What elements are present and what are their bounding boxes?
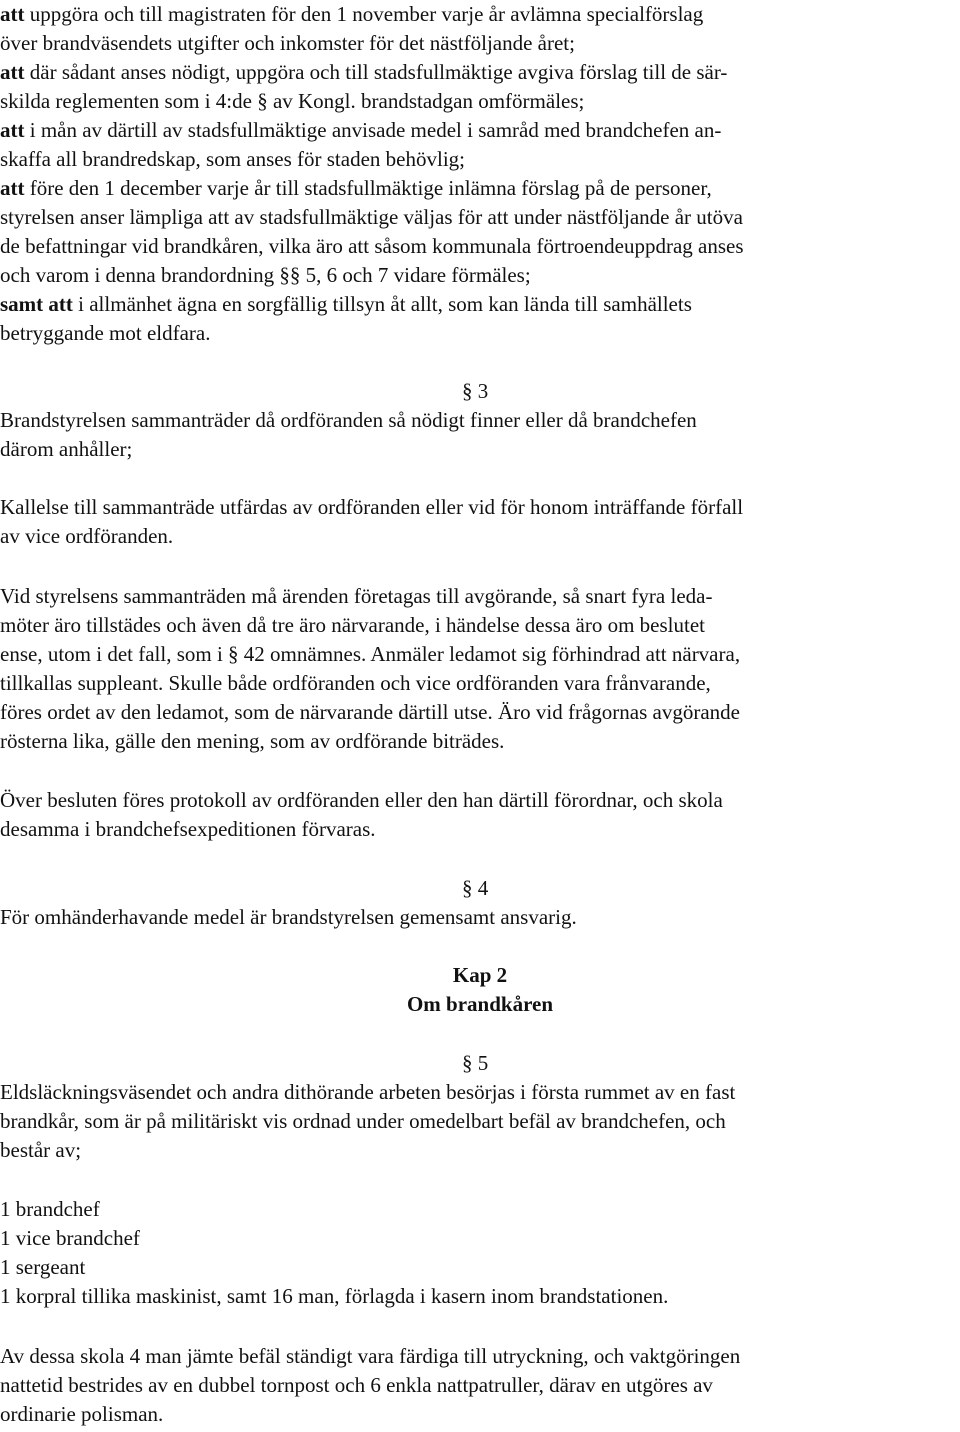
duty-line: skilda reglementen som i 4:de § av Kongl. brandstadgan omförmäles;	[0, 89, 585, 113]
paragraph-line: tillkallas suppleant. Skulle både ordföranden och vice ordföranden vara frånvarande,	[0, 671, 711, 695]
duty-line: över brandväsendets utgifter och inkomster för det nästföljande året;	[0, 31, 575, 55]
chapter-number: Kap 2	[452, 963, 508, 987]
paragraph-line: möter äro tillstädes och även då tre äro närvarande, i händelse dessa äro om beslutet	[0, 613, 705, 637]
duty-line	[0, 58, 960, 87]
duty-line: och varom i denna brandordning §§ 5, 6 och 7 vidare förmäles;	[0, 263, 531, 287]
paragraph-line: brandkår, som är på militäriskt vis ordnad under omedelbart befäl av brandchefen, och	[0, 1109, 726, 1133]
paragraph-line: Av dessa skola 4 man jämte befäl ständigt vara färdiga till utryckning, och vaktgöringen	[0, 1344, 741, 1368]
paragraph-line: rösterna lika, gälle den mening, som av ordförande biträdes.	[0, 729, 505, 753]
paragraph-line: ense, utom i det fall, som i § 42 omnämnes. Anmäler ledamot sig förhindrad att närvara,	[0, 642, 741, 666]
paragraph-line: ordinarie polisman.	[0, 1402, 164, 1426]
keyword-att: att	[0, 2, 25, 26]
duty-line	[0, 0, 960, 29]
paragraph-line: av vice ordföranden.	[0, 524, 174, 548]
text: uppgöra och till magistraten för den 1 november varje år avlämna specialförslag	[29, 2, 704, 26]
list-item: 1 vice brandchef	[0, 1226, 140, 1250]
text: där sådant anses nödigt, uppgöra och till stadsfullmäktige avgiva förslag till de sär-	[29, 60, 728, 84]
paragraph-line: Över besluten föres protokoll av ordföranden eller den han därtill förordnar, och skola	[0, 788, 723, 812]
duty-line: styrelsen anser lämpliga att av stadsfullmäktige väljas för att under nästföljande år utöva	[0, 205, 743, 229]
section-5-heading: § 5	[462, 1051, 489, 1075]
section-3-heading: § 3	[462, 379, 489, 403]
duty-line: de befattningar vid brandkåren, vilka äro att såsom kommunala förtroendeuppdrag anses	[0, 234, 744, 258]
paragraph-line: Eldsläckningsväsendet och andra dithörande arbeten besörjas i första rummet av en fast	[0, 1080, 736, 1104]
keyword-samt-att: samt att	[0, 292, 73, 316]
chapter-title: Om brandkåren	[406, 992, 554, 1016]
paragraph-line: För omhänderhavande medel är brandstyrelsen gemensamt ansvarig.	[0, 905, 577, 929]
text: i mån av därtill av stadsfullmäktige anvisade medel i samråd med brandchefen an-	[29, 118, 722, 142]
paragraph-line: Kallelse till sammanträde utfärdas av ordföranden eller vid för honom inträffande förfall	[0, 495, 744, 519]
paragraph-line: desamma i brandchefsexpeditionen förvaras.	[0, 817, 376, 841]
duty-line	[0, 116, 960, 145]
text: före den 1 december varje år till stadsfullmäktige inlämna förslag på de personer,	[29, 176, 712, 200]
paragraph-line: Brandstyrelsen sammanträder då ordföranden så nödigt finner eller då brandchefen	[0, 408, 697, 432]
duty-line	[0, 174, 960, 203]
duty-line: betryggande mot eldfara.	[0, 321, 211, 345]
duty-line	[0, 290, 960, 319]
list-item: 1 brandchef	[0, 1197, 100, 1221]
section-4-heading: § 4	[462, 876, 489, 900]
keyword-att: att	[0, 176, 25, 200]
paragraph-line: nattetid bestrides av en dubbel tornpost och 6 enkla nattpatruller, därav en utgöres av	[0, 1373, 713, 1397]
list-item: 1 korpral tillika maskinist, samt 16 man, förlagda i kasern inom brandstationen.	[0, 1284, 669, 1308]
list-item: 1 sergeant	[0, 1255, 86, 1279]
keyword-att: att	[0, 60, 25, 84]
paragraph-line: föres ordet av den ledamot, som de närvarande därtill utse. Äro vid frågornas avgörande	[0, 700, 740, 724]
paragraph-line: Vid styrelsens sammanträden må ärenden företagas till avgörande, så snart fyra leda-	[0, 584, 713, 608]
paragraph-line: består av;	[0, 1138, 82, 1162]
text: i allmänhet ägna en sorgfällig tillsyn åt allt, som kan lända till samhällets	[78, 292, 692, 316]
duty-line: skaffa all brandredskap, som anses för staden behövlig;	[0, 147, 465, 171]
paragraph-line: därom anhåller;	[0, 437, 133, 461]
keyword-att: att	[0, 118, 25, 142]
